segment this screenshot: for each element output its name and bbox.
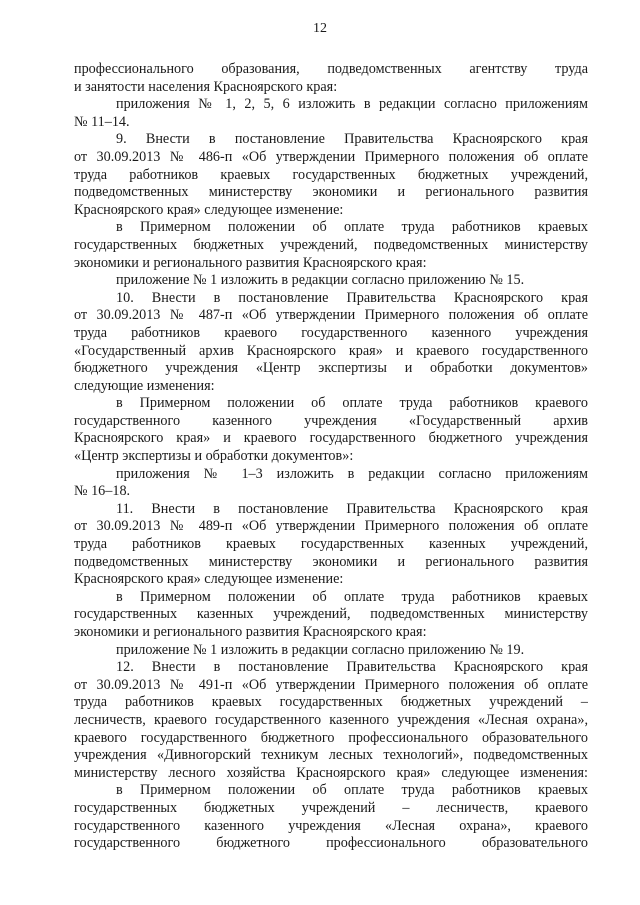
- text-line: в Примерном положении об оплате труда работников краевых: [116, 219, 588, 236]
- text-line: экономики и регионального развития Красноярского края:: [74, 254, 427, 271]
- text-line: профессионального образования, подведомственных агентству труда: [74, 61, 588, 77]
- text-line: № 16–18.: [74, 483, 131, 500]
- text-line: государственных бюджетных учреждений, подведомственных министерству: [74, 236, 588, 253]
- text-line: труда работников краевых государственных бюджетных учреждений –: [74, 694, 588, 711]
- text-line: Красноярского края» следующее изменение:: [74, 201, 344, 218]
- text-line: министерству лесного хозяйства Красноярского края» следующее изменения:: [74, 764, 588, 781]
- text-line: в Примерном положении об оплате труда работников краевых: [116, 782, 588, 799]
- text-line: приложение № 1 изложить в редакции согласно приложению № 15.: [116, 272, 525, 289]
- text-line: экономики и регионального развития Красноярского края:: [74, 624, 427, 640]
- text-line: «Государственный архив Красноярского края» и краевого государственного: [74, 342, 588, 359]
- text-line: приложение № 1 изложить в редакции согласно приложению № 19.: [116, 641, 525, 658]
- text-line: Красноярского края» следующее изменение:: [74, 571, 344, 588]
- text-line: краевого государственного бюджетного профессионального образовательного: [74, 729, 588, 746]
- text-line: труда работников краевого государственного казенного учреждения: [74, 324, 588, 341]
- text-line: 11. Внести в постановление Правительства Красноярского края: [116, 500, 588, 517]
- text-line: 10. Внести в постановление Правительства Красноярского края: [116, 289, 588, 306]
- text-line: Красноярского края» и краевого государственного бюджетного учреждения: [74, 430, 588, 447]
- text-line: лесничеств, краевого государственного казенного учреждения «Лесная охрана»,: [74, 711, 588, 728]
- text-line: государственных бюджетных учреждений – лесничеств, краевого: [74, 799, 588, 816]
- text-line: государственного бюджетного профессионального образовательного: [74, 835, 588, 852]
- text-line: от 30.09.2013 № 489-п «Об утверждении Примерного положения об оплате: [74, 518, 588, 535]
- text-line: приложения № 1–3 изложить в редакции согласно приложениям: [116, 465, 588, 482]
- text-line: № 11–14.: [74, 113, 130, 130]
- text-line: в Примерном положении об оплате труда работников краевых: [116, 588, 588, 605]
- text-line: государственного казенного учреждения «Лесная охрана», краевого: [74, 817, 588, 834]
- text-line: 9. Внести в постановление Правительства Красноярского края: [116, 131, 588, 148]
- text-line: в Примерном положении об оплате труда работников краевого: [116, 395, 588, 412]
- text-line: государственного казенного учреждения «Государственный архив: [74, 412, 588, 429]
- text-line: от 30.09.2013 № 491-п «Об утверждении Примерного положения об оплате: [74, 676, 588, 693]
- document-body: [74, 61, 588, 853]
- text-line: труда работников краевых государственных казенных учреждений,: [74, 536, 588, 553]
- text-line: 12. Внести в постановление Правительства Красноярского края: [116, 659, 588, 676]
- page-number: 12: [313, 21, 327, 36]
- text-line: следующие изменения:: [74, 377, 215, 394]
- text-line: труда работников краевых государственных бюджетных учреждений,: [74, 166, 588, 183]
- text-line: бюджетного учреждения «Центр экспертизы и обработки документов»: [74, 360, 588, 377]
- text-line: от 30.09.2013 № 487-п «Об утверждении Примерного положения об оплате: [74, 307, 588, 324]
- text-line: подведомственных министерству экономики и регионального развития: [74, 184, 588, 201]
- text-line: учреждения «Дивногорский техникум лесных технологий», подведомственных: [74, 747, 588, 764]
- text-line: от 30.09.2013 № 486-п «Об утверждении Примерного положения об оплате: [74, 148, 588, 165]
- text-line: «Центр экспертизы и обработки документов»:: [74, 448, 354, 465]
- text-line: подведомственных министерству экономики и регионального развития: [74, 553, 588, 570]
- text-line: и занятости населения Красноярского края:: [74, 78, 338, 95]
- text-line: государственных казенных учреждений, подведомственных министерству: [74, 606, 588, 623]
- text-line: приложения № 1, 2, 5, 6 изложить в редакции согласно приложениям: [116, 96, 588, 113]
